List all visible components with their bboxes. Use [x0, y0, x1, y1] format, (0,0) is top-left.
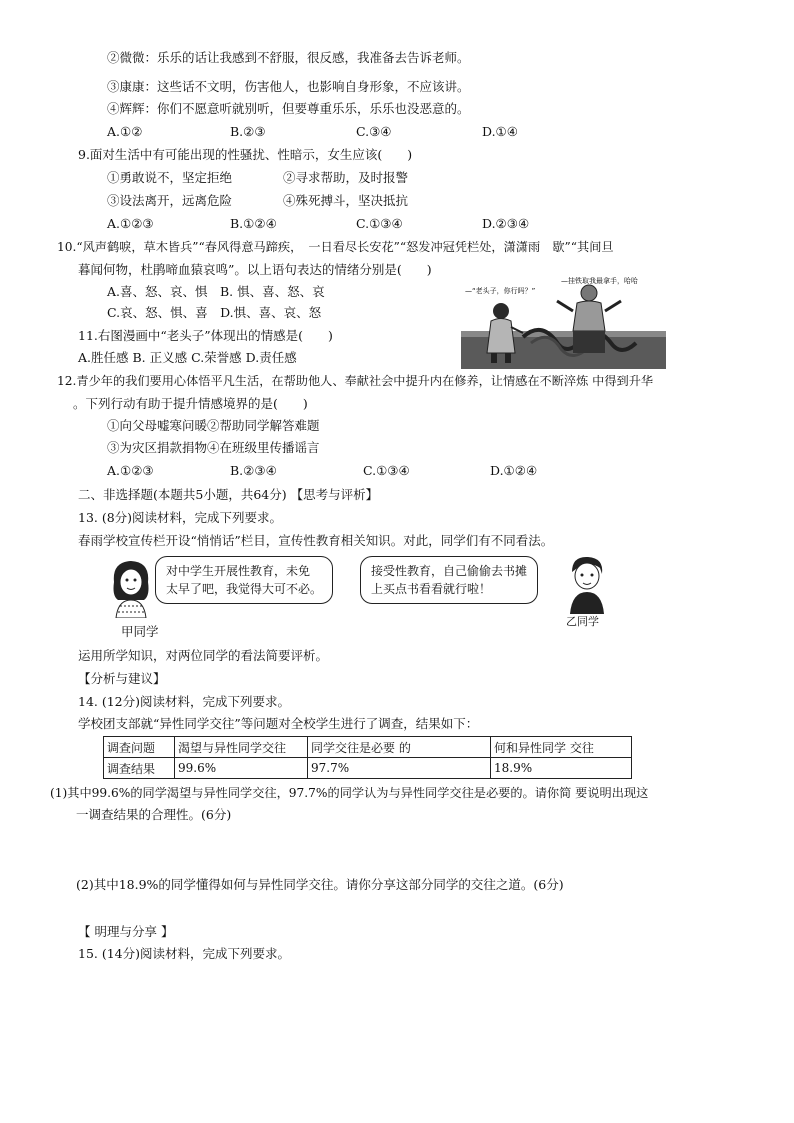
q13-stem: 13. (8分)阅读材料，完成下列要求。	[78, 510, 283, 525]
table-cell: 调查问题	[104, 737, 175, 758]
left-bubble-line2: 太早了吧，我觉得大可不必。	[166, 582, 323, 596]
q8-choice-c: C.③④	[356, 124, 392, 139]
q12-choice-a: A.①②③	[107, 463, 154, 478]
q14-part1-line2: 一调查结果的合理性。(6分)	[76, 807, 232, 822]
q14-part1-line1: (1)其中99.6%的同学渴望与异性同学交往，97.7%的同学认为与异性同学交往是必要的。请你简 要说明出现这	[50, 786, 649, 800]
q12-items-12: ①向父母嘘寒问暖②帮助同学解答难题	[107, 418, 320, 433]
old-man-cartoon	[461, 271, 666, 369]
table-cell: 99.6%	[175, 758, 308, 779]
q11-stem: 11.右图漫画中“老头子”体现出的情感是( )	[78, 328, 333, 343]
q12-stem-line2: 。下列行动有助于提升情感境界的是( )	[73, 396, 308, 411]
table-cell: 渴望与异性同学交往	[175, 737, 308, 758]
cartoon-caption-right: —挂铁取我最拿手，哈哈	[561, 277, 638, 285]
table-cell: 18.9%	[491, 758, 632, 779]
q8-choice-b: B.②③	[230, 124, 266, 139]
q13-ask: 运用所学知识，对两位同学的看法简要评析。	[78, 648, 329, 663]
table-cell: 调查结果	[104, 758, 175, 779]
q9-item-4: ④殊死搏斗，坚决抵抗	[283, 193, 409, 208]
q10-stem-line2: 暮闻何物，杜鹃啼血猿哀鸣”。以上语句表达的情绪分别是( )	[78, 262, 432, 277]
table-cell: 何和异性同学 交往	[491, 737, 632, 758]
q9-choice-a: A.①②③	[107, 216, 154, 231]
cartoon-caption-left: —“老头子，你行吗？”	[465, 287, 536, 295]
left-bubble-line1: 对中学生开展性教育，未免	[166, 564, 311, 578]
section-4-heading: 【 明理与分享 】	[78, 924, 174, 939]
q12-choice-d: D.①②④	[490, 463, 538, 478]
table-row	[104, 758, 632, 779]
survey-table	[103, 736, 632, 779]
q9-choice-d: D.②③④	[482, 216, 530, 231]
left-student-label: 甲同学	[121, 624, 159, 639]
q9-choice-c: C.①③④	[356, 216, 403, 231]
q9-item-1: ①勇敢说不，坚定拒绝	[107, 170, 233, 185]
right-speech-bubble	[360, 556, 538, 604]
q11-choices: A.胜任感 B. 正义感 C.荣誉感 D.责任感	[78, 350, 297, 365]
q10-choices-ab: A.喜、怒、哀、惧 B. 惧、喜、怒、哀	[107, 284, 325, 299]
q8-choice-a: A.①②	[107, 124, 143, 139]
right-student-label: 乙同学	[566, 615, 599, 628]
q8-option-4: ④辉辉：你们不愿意听就别听，但要尊重乐乐，乐乐也没恶意的。	[107, 101, 470, 116]
q12-choice-c: C.①③④	[363, 463, 410, 478]
q14-stem: 14. (12分)阅读材料，完成下列要求。	[78, 694, 291, 709]
q10-choices-cd: C.哀、怒、惧、喜 D.惧、喜、哀、怒	[107, 305, 322, 320]
q9-choice-b: B.①②④	[230, 216, 277, 231]
section-3-heading: 【分析与建议】	[78, 671, 166, 686]
q9-item-2: ②寻求帮助，及时报警	[283, 170, 409, 185]
table-cell: 同学交往是必要 的	[308, 737, 491, 758]
q12-choice-b: B.②③④	[230, 463, 277, 478]
boy-avatar	[562, 554, 612, 614]
q10-stem-line1: 10.“风声鹤唳，草木皆兵”“春风得意马蹄疾， 一日看尽长安花”“怒发冲冠凭栏处，潇潇雨 歇”“其间旦	[57, 240, 614, 254]
q9-item-3: ③设法离开，远离危险	[107, 193, 233, 208]
girl-avatar	[104, 556, 158, 618]
q9-stem: 9.面对生活中有可能出现的性骚扰、性暗示，女生应该( )	[78, 147, 413, 162]
q12-items-34: ③为灾区捐款捐物④在班级里传播谣言	[107, 440, 320, 455]
left-speech-bubble	[155, 556, 333, 604]
right-bubble-line1: 接受性教育，自己偷偷去书摊	[371, 564, 528, 578]
q8-choice-d: D.①④	[482, 124, 518, 139]
section-2-heading: 二、非选择题(本题共5小题，共64分) 【思考与评析】	[78, 487, 379, 502]
q12-stem-line1: 12.青少年的我们要用心体悟平凡生活，在帮助他人、奉献社会中提升内在修养，让情感在不断淬炼 中得到升华	[57, 374, 654, 388]
q8-option-2: ②微微：乐乐的话让我感到不舒服，很反感，我准备去告诉老师。	[107, 50, 470, 65]
q13-intro: 春雨学校宣传栏开设“悄悄话”栏目，宣传性教育相关知识。对此，同学们有不同看法。	[78, 533, 554, 548]
right-bubble-line2: 上买点书看看就行啦！	[371, 582, 492, 596]
table-cell: 97.7%	[308, 758, 491, 779]
table-row	[104, 737, 632, 758]
q8-option-3: ③康康：这些话不文明，伤害他人，也影响自身形象，不应该讲。	[107, 79, 470, 94]
q14-part2: (2)其中18.9%的同学懂得如何与异性同学交往。请你分享这部分同学的交往之道。(6分)	[76, 877, 564, 892]
q15-stem: 15. (14分)阅读材料，完成下列要求。	[78, 946, 291, 961]
q14-intro: 学校团支部就“异性同学交往”等问题对全校学生进行了调查，结果如下：	[78, 716, 479, 731]
